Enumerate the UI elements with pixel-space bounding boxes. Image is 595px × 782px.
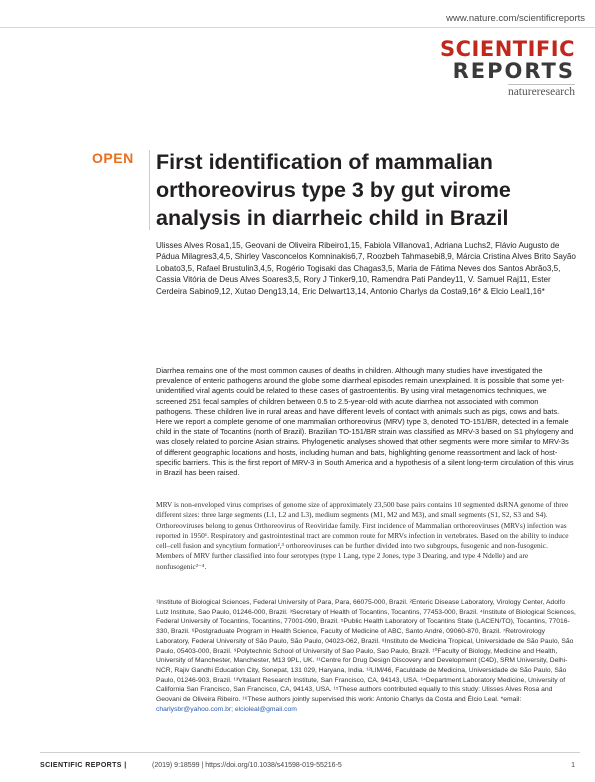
page-footer bbox=[0, 752, 595, 782]
logo-publisher: natureresearch bbox=[507, 86, 575, 98]
journal-url[interactable]: www.nature.com/scientificreports bbox=[446, 13, 585, 24]
article-title: First identification of mammalian orthoreovirus type 3 by gut virome analysis in diarrheic child in Brazil bbox=[156, 150, 511, 230]
body-paragraph: MRV is non-enveloped virus comprises of genome size of approximately 23,500 base pairs contains 10 segmented dsRNA genome of three different sizes: three large segments (L1, L2 and L3), medium segments (M1, M2 and M3), and small segments (S1, S2, S3 and S4). Orthoreoviruses belong to genus Orthoreovirus of Reoviridae family. First incidence of Mammalian orthoreoviruses (MRVs) infection was reported in 1950¹. Respiratory and gastrointestinal tract are common route for MRVs infection in vertebrates. Based on the ability to induce cell–cell fusion and syncytium formation²,³ orthoreoviruses can be further divided into two subgroups, fusogenic and non-fusogenic. Members of MRV further classified into four serotypes (type 1 Lang, type 2 Jones, type 3 Dearing, and type 4 Ndelle) and are nonfusogenic²⁻⁴. bbox=[156, 500, 569, 571]
open-access-label: OPEN bbox=[92, 150, 134, 166]
logo-scientific: SCIENTIFIC bbox=[440, 37, 575, 61]
author-list: Ulisses Alves Rosa1,15, Geovani de Oliveira Ribeiro1,15, Fabiola Villanova1, Adriana Luchs2, Flávio Augusto de Pádua Milagres3,4,5, Shirley Vasconcelos Komninakis6,7, Roozbeh Tahmasebi8,9, Márcia Cristina Alves Brito Sayão Lobato3,5, Rafael Brustulin3,4,5, Rogério Togisaki das Chagas3,5, Maria de Fátima Neves dos Santos Abrão3,5, Cassia Vitória de Deus Alves Soares3,5, Rory J Tinker9,10, Ramendra Pati Pandey11, V. Samuel Raj11, Ester Cerdeira Sabino9,12, Xutao Deng13,14, Eric Delwart13,14, Antonio Charlys da Costa9,16* & Elcio Leal1,16* bbox=[156, 241, 576, 296]
footer-divider bbox=[40, 752, 580, 753]
affiliations bbox=[156, 598, 576, 714]
footer-citation[interactable]: (2019) 9:18599 | https://doi.org/10.1038/s41598-019-55216-5 bbox=[152, 762, 342, 769]
title-divider bbox=[149, 150, 150, 230]
page-number: 1 bbox=[571, 762, 575, 769]
top-bar bbox=[0, 9, 595, 31]
affiliations-text: ¹Institute of Biological Sciences, Federal University of Para, Para, 66075-000, Brazil. ²Enteric Disease Laboratory, Virology Center, Adolfo Lutz Institute, Sao Paulo, 01246-000, Brazil. ³Secretary of Health of Tocantins, Tocantins, 77453-000, Brazil. ⁴Institute of Biological Sciences, Federal University of Tocantins, Tocantins, 77001-090, Brazil. ⁵Public Health Laboratory of Tocantins State (LACEN/TO), Tocantins, 77016-330, Brazil. ⁶Postgraduate Program in Health Science, Faculty of Medicine of ABC, Santo André, 09060-870, Brazil. ⁷Retrovirology Laboratory, Federal University of São Paulo, São Paulo, 04023-062, Brazil. ⁸Instituto de Medicina Tropical, Universidade de São Paulo, São Paulo, 05403-000, Brazil. ⁹Polytechnic School of University of Sao Paulo, Sao Paulo, Brazil. ¹⁰Faculty of Biology, Medicine and Health, University of Manchester, Manchester, M13 9PL, UK. ¹¹Centre for Drug Design Discovery and Development (C4D), SRM University, Delhi-NCR, Rajiv Gandhi Education City, Sonepat, 131 029, Haryana, India. ¹²LIM/46, Faculdade de Medicina, Universidade de São Paulo, São Paulo, 01246-903, Brazil. ¹³Vitalant Research Institute, San Francisco, CA, 94143, USA. ¹⁴Department Laboratory Medicine, University of California San Francisco, San Francisco, CA, 94143, USA. ¹⁵These authors contributed equally to this study: Ulisses Alves Rosa and Geovani de Oliveira Ribeiro. ¹⁶These authors jointly supervised this work: Antonio Charlys da Costa and Élcio Leal. *email: bbox=[156, 599, 576, 704]
journal-logo bbox=[440, 38, 575, 100]
logo-reports: REPORTS bbox=[452, 59, 575, 83]
top-divider bbox=[0, 27, 595, 28]
abstract: Diarrhea remains one of the most common causes of deaths in children. Although many studies have investigated the prevalence of enteric pathogens around the globe some diarrheal episodes remain unexplained. It is possible that some yet-unidentified viral agents could be related to these cases of gastroenteritis. By using viral metagenomics techniques, we screened 251 fecal samples of children between 0.5 to 2.5-year-old with acute diarrhea not associated with common pathogens. These children live in rural areas and have different levels of contact with animals such as pigs, cows and bats. Here we report a complete genome of one mammalian orthoreovirus (MRV) type 3, denoted TO-151/BR, detected in a female child in the state of Tocantins (north of Brazil). Brazilian TO-151/BR strain was classified as MRV-3 based on S1 phylogeny and was closely related to porcine Asian strains. Phylogenetic analyses showed that other segments were more similar to MRV-3s of different geographic locations and hosts, including human and bats, highlighting genome reassortment and lack of host-specific barriers. This is the first report of MRV-3 in South America and a hypothesis of a silent long-term circulation of this virus in Brazil has been raised. bbox=[156, 366, 574, 478]
footer-journal: SCIENTIFIC REPORTS | bbox=[40, 762, 127, 769]
corresponding-emails[interactable]: charlysbr@yahoo.com.br; elcioleal@gmail.com bbox=[156, 705, 297, 713]
